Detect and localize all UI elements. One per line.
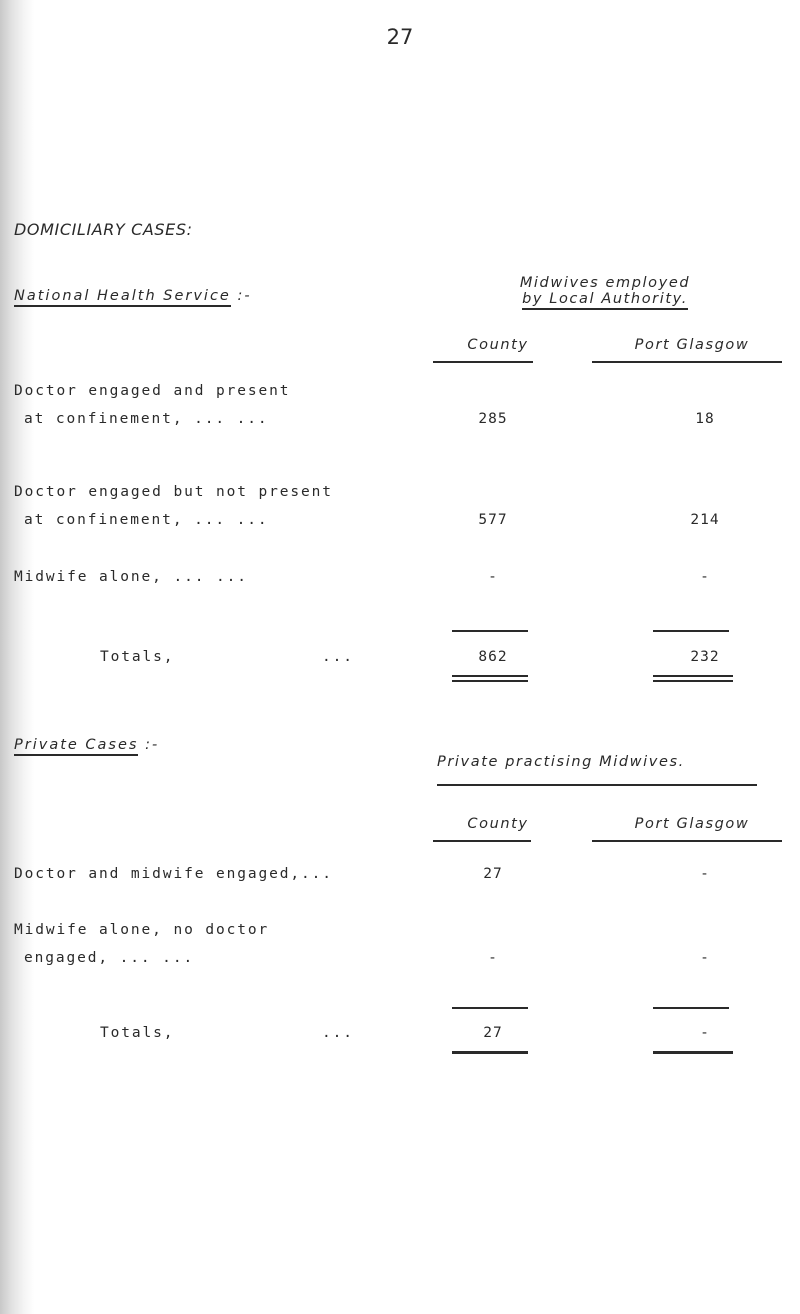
nhs-col-county-rule (433, 361, 533, 363)
nhs-col-county-label: County (467, 337, 529, 353)
private-row-2-label-2: engaged, ... ... (24, 950, 195, 966)
scan-edge-shadow (0, 0, 34, 1314)
private-title-text: Private Cases (14, 737, 138, 756)
nhs-totals-dots: ... (322, 649, 354, 665)
nhs-col-port-rule (592, 361, 782, 363)
nhs-row-3-port: - (700, 569, 710, 585)
nhs-row-1-county: 285 (478, 411, 508, 427)
private-col-port-rule (592, 840, 782, 842)
private-row-1-label: Doctor and midwife engaged,... (14, 866, 333, 882)
private-row-1-county: 27 (483, 866, 503, 882)
private-row-1-port: - (700, 866, 710, 882)
nhs-row-2-label-1: Doctor engaged but not present (14, 484, 333, 500)
nhs-col-county (433, 337, 563, 353)
private-col-port-label: Port Glasgow (634, 816, 750, 832)
nhs-row-1-label-1: Doctor engaged and present (14, 383, 291, 399)
nhs-total-county: 862 (478, 649, 508, 665)
private-totals-label: Totals, (100, 1025, 175, 1041)
private-total-port: - (700, 1025, 710, 1041)
nhs-group-heading-line2: by Local Authority. (522, 291, 688, 310)
private-row-2-port: - (700, 950, 710, 966)
nhs-totals-label: Totals, (100, 649, 175, 665)
private-group-heading (437, 754, 685, 770)
nhs-row-3-county: - (488, 569, 498, 585)
private-total-port-rule-top (653, 1007, 729, 1009)
nhs-col-port (592, 337, 792, 353)
nhs-total-county-double-1 (452, 675, 528, 677)
private-total-port-rule-bottom (653, 1051, 733, 1054)
nhs-total-port-double-1 (653, 675, 733, 677)
private-col-county (433, 816, 563, 832)
private-total-county-rule-top (452, 1007, 528, 1009)
private-col-county-rule (433, 840, 531, 842)
private-totals-dots: ... (322, 1025, 354, 1041)
nhs-total-port-rule-top (653, 630, 729, 632)
private-title (14, 737, 159, 756)
nhs-total-county-double-2 (452, 680, 528, 682)
nhs-group-heading-line1: Midwives employed (519, 275, 691, 291)
private-title-suffix: :- (145, 737, 160, 753)
nhs-title (14, 288, 252, 307)
private-row-2-county: - (488, 950, 498, 966)
page-number: 27 (386, 25, 414, 49)
nhs-total-port: 232 (690, 649, 720, 665)
private-total-county: 27 (483, 1025, 503, 1041)
nhs-total-port-double-2 (653, 680, 733, 682)
private-col-county-label: County (467, 816, 529, 832)
nhs-title-text: National Health Service (14, 288, 231, 307)
nhs-row-2-label-2: at confinement, ... ... (24, 512, 269, 528)
private-group-heading-rule (437, 784, 757, 786)
private-col-port (592, 816, 792, 832)
private-row-2-label-1: Midwife alone, no doctor (14, 922, 270, 938)
private-total-county-rule-bottom (452, 1051, 528, 1054)
nhs-row-1-label-2: at confinement, ... ... (24, 411, 269, 427)
private-group-heading-text: Private practising Midwives. (437, 754, 685, 770)
nhs-group-heading (470, 275, 740, 310)
nhs-col-port-label: Port Glasgow (634, 337, 750, 353)
nhs-total-county-rule-top (452, 630, 528, 632)
nhs-row-1-port: 18 (695, 411, 715, 427)
nhs-title-suffix: :- (237, 288, 252, 304)
nhs-row-2-port: 214 (690, 512, 720, 528)
nhs-row-2-county: 577 (478, 512, 508, 528)
nhs-row-3-label: Midwife alone, ... ... (14, 569, 248, 585)
section-heading: DOMICILIARY CASES: (14, 220, 193, 239)
